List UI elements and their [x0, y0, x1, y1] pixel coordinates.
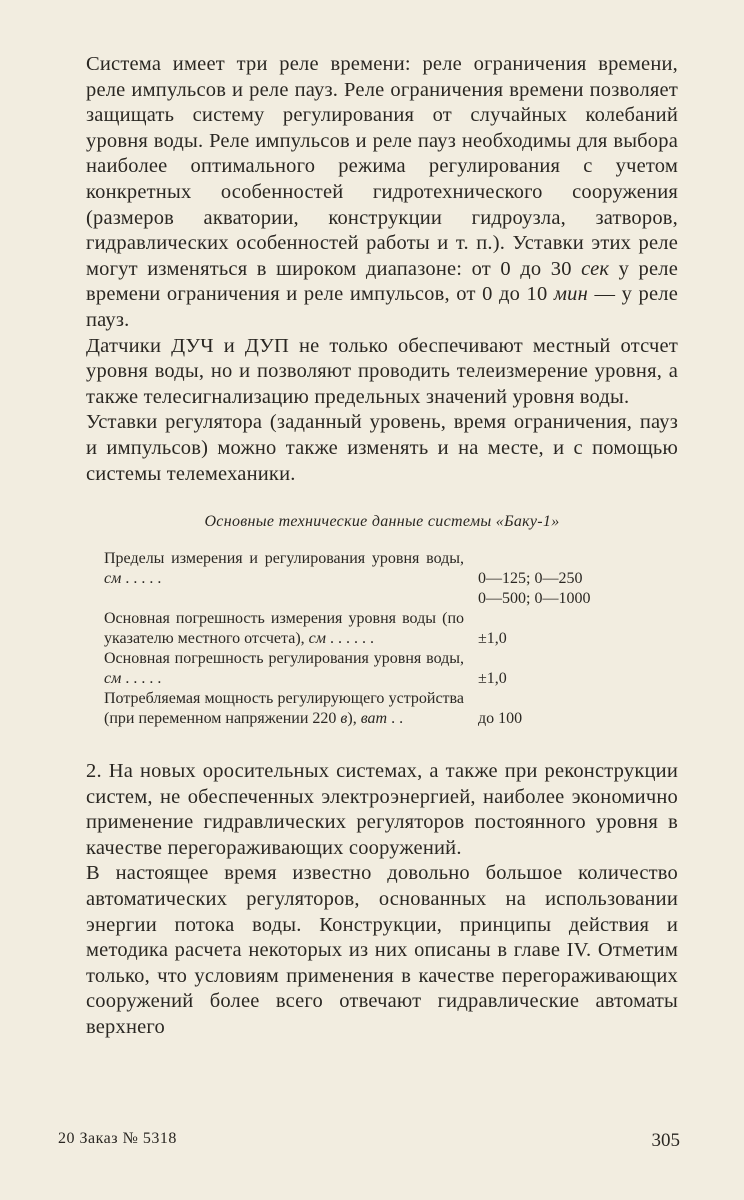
spec-dots: . . . . . — [121, 570, 162, 588]
page-content — [86, 52, 678, 1041]
unit-sec: сек — [581, 257, 610, 280]
spec-value: ±1,0 — [478, 630, 507, 648]
spec-value: до 100 — [478, 710, 523, 728]
page-number: 305 — [651, 1130, 680, 1151]
spec-label-text: Основная погрешность измерения уровня воды (по указателю местного отсчета), — [104, 610, 464, 648]
spec-label-mid: ), — [347, 710, 361, 728]
spec-unit: см — [104, 570, 122, 588]
spec-unit: в — [340, 710, 348, 728]
paragraph-relays — [86, 52, 678, 334]
printer-signature: 20 Заказ № 5318 — [58, 1130, 177, 1147]
spec-row-measure-error — [104, 609, 624, 649]
paragraph-regulators: В настоящее время известно довольно большое количество автоматических регуляторов, основанных на использовании энергии потока воды. Конструкции, принципы действия и методика расчета некоторых из них описаны в главе IV. Отметим только, что условиям применения в качестве перегораживающих сооружений более всего отвечают гидравлические автоматы верхнего — [86, 862, 678, 1039]
page-footer — [58, 1130, 680, 1152]
spec-label-text: Пределы измерения и регулирования уровня воды, — [104, 550, 464, 568]
specs-table — [104, 549, 624, 729]
spec-unit: ват — [360, 710, 388, 728]
spec-value: 0—125; 0—250 — [478, 570, 583, 588]
spec-label-text: Основная погрешность регулирования уровня воды, — [104, 650, 464, 668]
spec-label-text: Потребляемая мощность регулирующего устройства (при переменном напряжении 220 — [104, 690, 464, 728]
spec-row-range — [104, 549, 624, 589]
unit-min: мин — [553, 283, 588, 306]
spec-dots: . . . . . . — [325, 630, 374, 648]
spec-value: ±1,0 — [478, 670, 507, 688]
spec-row-power — [104, 689, 624, 729]
paragraph-relays-end: — у реле пауз. — [86, 283, 678, 331]
spec-label — [104, 549, 464, 589]
spec-dots: . . — [387, 710, 404, 728]
spec-label — [104, 689, 464, 729]
spec-dots: . . . . . — [121, 670, 162, 688]
spec-unit: см — [308, 630, 326, 648]
spec-label — [104, 609, 464, 649]
spec-unit: см — [104, 670, 122, 688]
spec-row-regulation-error — [104, 649, 624, 689]
specs-caption: Основные технические данные системы «Баку-1» — [204, 513, 560, 531]
paragraph-relays-mid: у реле времени ограничения и реле импульсов, от 0 до 10 — [86, 257, 678, 306]
paragraph-settings: Уставки регулятора (заданный уровень, время ограничения, пауз и импульсов) можно также изменять и на месте, и с помощью системы телемеханики. — [86, 411, 678, 485]
spec-label — [104, 649, 464, 689]
paragraph-hydraulic: 2. На новых оросительных системах, а также при реконструкции систем, не обеспеченных электроэнергией, наиболее экономично применение гидравлических регуляторов постоянного уровня в качестве перегораживающих сооружений. — [86, 760, 678, 859]
paragraph-sensors: Датчики ДУЧ и ДУП не только обеспечивают местный отсчет уровня воды, но и позволяют проводить телеизмерение уровня, а также телесигнализацию предельных значений уровня воды. — [86, 334, 678, 408]
paragraph-relays-text: Система имеет три реле времени: реле ограничения времени, реле импульсов и реле пауз. Реле ограничения времени позволяет защищать систему регулирования от случайных колебаний уровня воды. Реле импульсов и реле пауз необходимы для выбора наиболее оптимального режима регулирования с учетом конкретных особенностей гидротехнического сооружения (размеров акватории, конструкции гидроузла, затворов, гидравлических особенностей работы и т. п.). Уставки этих реле могут изменяться в широком диапазоне: от 0 до 30 — [86, 53, 678, 280]
spec-value-extra: 0—500; 0—1000 — [478, 590, 591, 608]
